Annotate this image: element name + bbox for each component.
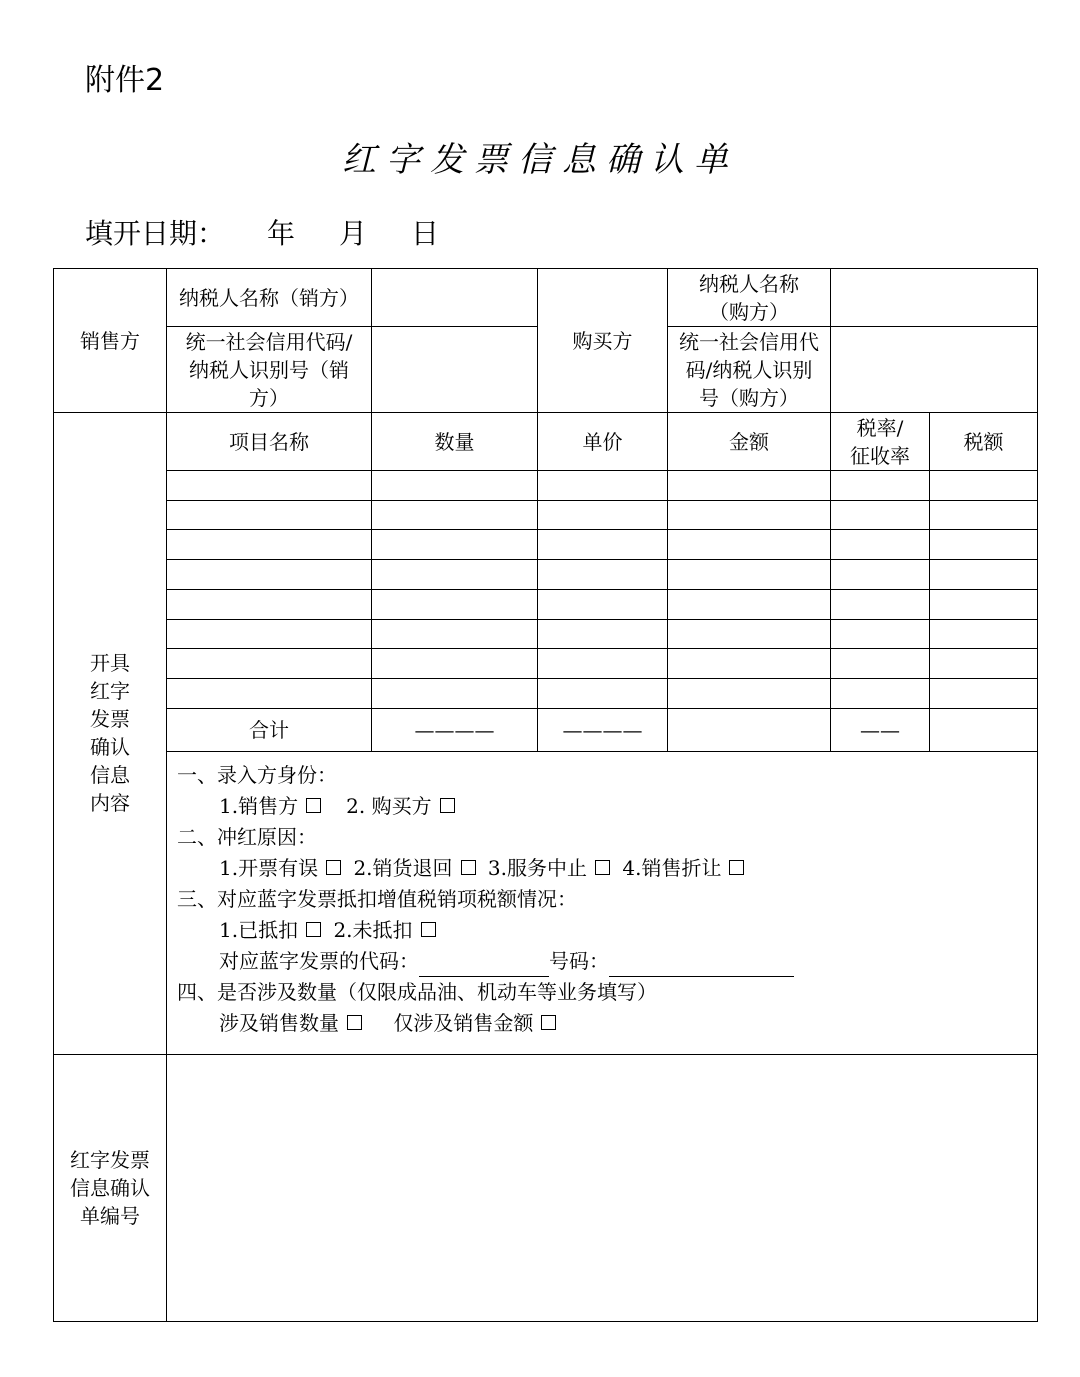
col-tax-rate: 税率/征收率 — [831, 413, 930, 471]
q2-return-label: 2.销货退回 — [353, 855, 453, 880]
total-quantity-dash: ———— — [372, 708, 538, 751]
confirmation-number-field[interactable] — [167, 1054, 1038, 1321]
q3-not-deducted-checkbox[interactable] — [421, 922, 436, 937]
item-name-cell[interactable] — [167, 471, 372, 501]
buyer-name-field[interactable] — [831, 269, 1038, 327]
item-row — [54, 589, 1038, 619]
item-tax-cell[interactable] — [930, 678, 1038, 708]
q3-not-deducted-label: 2.未抵扣 — [333, 917, 413, 942]
q4-quantity-label: 涉及销售数量 — [219, 1010, 339, 1035]
col-tax-amount: 税额 — [930, 413, 1038, 471]
seller-id-field[interactable] — [372, 327, 538, 413]
item-rate-cell[interactable] — [831, 500, 930, 530]
item-name-cell[interactable] — [167, 560, 372, 590]
item-amount-cell[interactable] — [668, 530, 831, 560]
total-price-dash: ———— — [538, 708, 668, 751]
item-amount-cell[interactable] — [668, 619, 831, 649]
item-rate-cell[interactable] — [831, 530, 930, 560]
total-amount-cell[interactable] — [668, 708, 831, 751]
q2-discount-checkbox[interactable] — [729, 860, 744, 875]
item-row — [54, 619, 1038, 649]
item-tax-cell[interactable] — [930, 649, 1038, 679]
item-amount-cell[interactable] — [668, 649, 831, 679]
q4-amount-only-label: 仅涉及销售金额 — [393, 1010, 534, 1035]
item-price-cell[interactable] — [538, 530, 668, 560]
q2-error-checkbox[interactable] — [326, 860, 341, 875]
buyer-label: 购买方 — [538, 269, 668, 413]
item-row — [54, 678, 1038, 708]
item-rate-cell[interactable] — [831, 589, 930, 619]
q2-service-stop-label: 3.服务中止 — [487, 855, 587, 880]
blue-invoice-number-field[interactable] — [609, 954, 794, 977]
item-tax-cell[interactable] — [930, 471, 1038, 501]
item-quantity-cell[interactable] — [372, 471, 538, 501]
fill-date-row — [85, 212, 439, 252]
seller-label: 销售方 — [54, 269, 167, 413]
seller-id-label: 统一社会信用代码/纳税人识别号（销方） — [167, 327, 372, 413]
item-row — [54, 500, 1038, 530]
q2-label: 二、冲红原因： — [177, 824, 317, 849]
item-row — [54, 649, 1038, 679]
item-rate-cell[interactable] — [831, 560, 930, 590]
item-price-cell[interactable] — [538, 500, 668, 530]
q3-deducted-checkbox[interactable] — [306, 922, 321, 937]
q1-buyer-label: 2. 购买方 — [346, 793, 432, 818]
item-price-cell[interactable] — [538, 471, 668, 501]
item-rate-cell[interactable] — [831, 471, 930, 501]
seller-name-field[interactable] — [372, 269, 538, 327]
item-quantity-cell[interactable] — [372, 589, 538, 619]
item-name-cell[interactable] — [167, 649, 372, 679]
party-row-name — [54, 269, 1038, 327]
items-header-row — [54, 413, 1038, 471]
items-section-label: 开具红字发票确认信息内容 — [54, 413, 167, 1055]
item-row — [54, 560, 1038, 590]
seller-name-label: 纳税人名称（销方） — [167, 269, 372, 327]
item-name-cell[interactable] — [167, 589, 372, 619]
q3-invoice-ref — [177, 946, 1027, 977]
year-label: 年 — [267, 217, 296, 250]
col-amount: 金额 — [668, 413, 831, 471]
item-amount-cell[interactable] — [668, 560, 831, 590]
q2-service-stop-checkbox[interactable] — [595, 860, 610, 875]
day-label: 日 — [411, 217, 440, 250]
number-row — [54, 1054, 1038, 1321]
q2-discount-label: 4.销售折让 — [622, 855, 722, 880]
options-block — [167, 751, 1038, 1054]
q4-options — [177, 1008, 1027, 1039]
total-label: 合计 — [167, 708, 372, 751]
item-price-cell[interactable] — [538, 589, 668, 619]
item-amount-cell[interactable] — [668, 589, 831, 619]
item-tax-cell[interactable] — [930, 589, 1038, 619]
q4-amount-only-checkbox[interactable] — [541, 1015, 556, 1030]
item-price-cell[interactable] — [538, 619, 668, 649]
item-name-cell[interactable] — [167, 619, 372, 649]
item-amount-cell[interactable] — [668, 500, 831, 530]
col-quantity: 数量 — [372, 413, 538, 471]
q3-label: 三、对应蓝字发票抵扣增值税销项税额情况： — [177, 886, 577, 911]
q1-options — [177, 791, 1027, 822]
item-name-cell[interactable] — [167, 500, 372, 530]
q2-error-label: 1.开票有误 — [219, 855, 319, 880]
item-rate-cell[interactable] — [831, 649, 930, 679]
blue-invoice-code-field[interactable] — [419, 954, 549, 977]
item-row — [54, 530, 1038, 560]
q1-seller-checkbox[interactable] — [306, 798, 321, 813]
date-label: 填开日期： — [85, 217, 226, 250]
col-unit-price: 单价 — [538, 413, 668, 471]
form-title: 红字发票信息确认单 — [342, 140, 738, 180]
item-tax-cell[interactable] — [930, 619, 1038, 649]
q1-seller-label: 1.销售方 — [219, 793, 299, 818]
q4-label: 四、是否涉及数量（仅限成品油、机动车等业务填写） — [177, 979, 657, 1004]
item-price-cell[interactable] — [538, 560, 668, 590]
item-quantity-cell[interactable] — [372, 619, 538, 649]
item-amount-cell[interactable] — [668, 471, 831, 501]
item-name-cell[interactable] — [167, 530, 372, 560]
item-price-cell[interactable] — [538, 649, 668, 679]
item-tax-cell[interactable] — [930, 500, 1038, 530]
item-name-cell[interactable] — [167, 678, 372, 708]
q2-return-checkbox[interactable] — [461, 860, 476, 875]
item-quantity-cell[interactable] — [372, 649, 538, 679]
q3-deducted-label: 1.已抵扣 — [219, 917, 299, 942]
item-tax-cell[interactable] — [930, 560, 1038, 590]
total-tax-cell[interactable] — [930, 708, 1038, 751]
q1-buyer-checkbox[interactable] — [440, 798, 455, 813]
options-row — [54, 751, 1038, 1054]
q1-label: 一、录入方身份： — [177, 762, 337, 787]
buyer-id-label: 统一社会信用代码/纳税人识别号（购方） — [668, 327, 831, 413]
item-tax-cell[interactable] — [930, 530, 1038, 560]
total-row — [54, 708, 1038, 751]
confirmation-number-label: 红字发票信息确认单编号 — [54, 1054, 167, 1321]
month-label: 月 — [339, 217, 368, 250]
item-row — [54, 471, 1038, 501]
attachment-label: 附件2 — [85, 63, 165, 98]
q4-quantity-checkbox[interactable] — [347, 1015, 362, 1030]
item-quantity-cell[interactable] — [372, 500, 538, 530]
item-amount-cell[interactable] — [668, 678, 831, 708]
item-quantity-cell[interactable] — [372, 678, 538, 708]
item-quantity-cell[interactable] — [372, 560, 538, 590]
item-rate-cell[interactable] — [831, 619, 930, 649]
q3-options — [177, 915, 1027, 946]
item-quantity-cell[interactable] — [372, 530, 538, 560]
col-item-name: 项目名称 — [167, 413, 372, 471]
buyer-id-field[interactable] — [831, 327, 1038, 413]
total-rate-dash: —— — [831, 708, 930, 751]
q2-options — [177, 853, 1027, 884]
buyer-name-label: 纳税人名称（购方） — [668, 269, 831, 327]
blue-invoice-number-label: 号码： — [549, 948, 609, 973]
confirmation-form-table — [53, 268, 1038, 1322]
item-rate-cell[interactable] — [831, 678, 930, 708]
blue-invoice-code-label: 对应蓝字发票的代码： — [219, 948, 419, 973]
item-price-cell[interactable] — [538, 678, 668, 708]
